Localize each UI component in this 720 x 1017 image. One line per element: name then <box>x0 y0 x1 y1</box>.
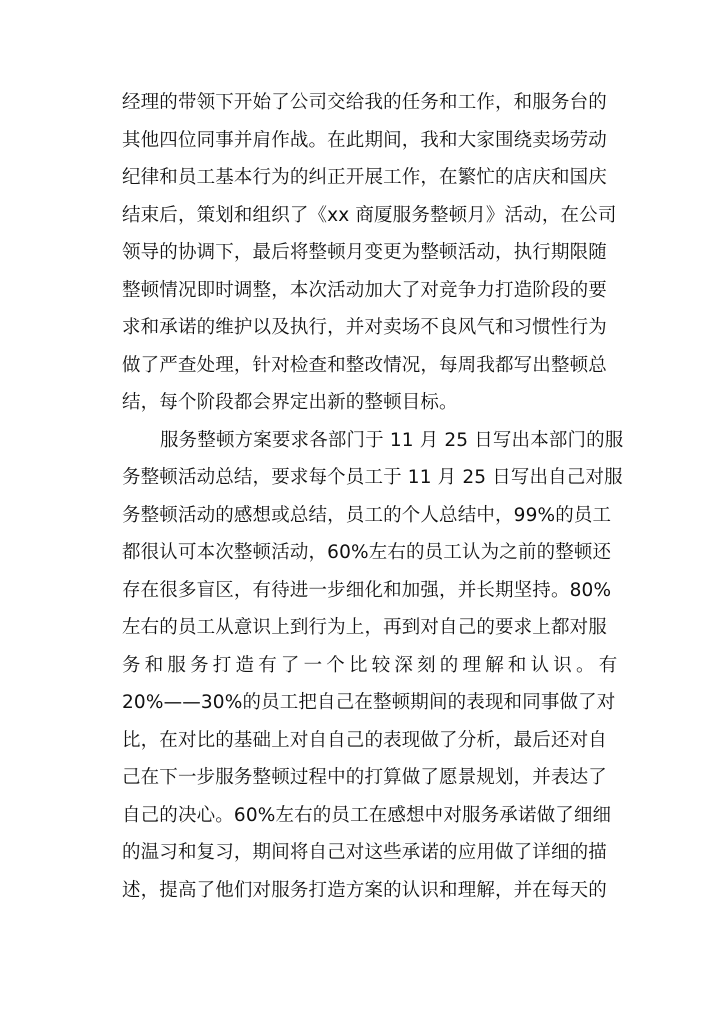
paragraph-line: 纪律和员工基本行为的纠正开展工作，在繁忙的店庆和国庆 <box>122 167 607 188</box>
document-body <box>122 84 624 909</box>
paragraph-line: 比，在对比的基础上对自自己的表现做了分析，最后还对自 <box>122 729 607 751</box>
paragraph-line: 求和承诺的维护以及执行，并对卖场不良风气和习惯性行为 <box>122 317 607 338</box>
paragraph-line: 己在下一步服务整顿过程中的打算做了愿景规划，并表达了 <box>122 767 607 788</box>
paragraph-line: 其他四位同事并肩作战。在此期间，我和大家围绕卖场劳动 <box>122 129 607 151</box>
paragraph-line: 自己的决心。60%左右的员工在感想中对服务承诺做了细细 <box>122 804 612 826</box>
paragraph-line: 整顿情况即时调整，本次活动加大了对竞争力打造阶段的要 <box>122 279 607 301</box>
paragraph-line: 结，每个阶段都会界定出新的整顿目标。 <box>122 392 458 413</box>
paragraph-line: 的温习和复习，期间将自己对这些承诺的应用做了详细的描 <box>122 842 607 863</box>
paragraph-line: 都很认可本次整顿活动，60%左右的员工认为之前的整顿还 <box>122 542 612 563</box>
paragraph-line: 服务整顿方案要求各部门于 11 月 25 日写出本部门的服 <box>160 429 624 451</box>
paragraph-line: 务整顿活动的感想或总结，员工的个人总结中，99%的员工 <box>122 504 612 526</box>
paragraph-line: 结束后，策划和组织了《xx 商厦服务整顿月》活动，在公司 <box>122 204 617 226</box>
paragraph-line: 左右的员工从意识上到行为上，再到对自己的要求上都对服 <box>122 617 607 638</box>
paragraph-line: 做了严查处理，针对检查和整改情况，每周我都写出整顿总 <box>122 354 607 376</box>
paragraph-line: 领导的协调下，最后将整顿月变更为整顿活动，执行期限随 <box>122 242 607 263</box>
paragraph-line: 述，提高了他们对服务打造方案的认识和理解，并在每天的 <box>122 879 607 901</box>
paragraph-line: 经理的带领下开始了公司交给我的任务和工作，和服务台的 <box>122 92 607 113</box>
paragraph-line: 20%——30%的员工把自己在整顿期间的表现和同事做了对 <box>122 692 616 713</box>
paragraph-line: 存在很多盲区，有待进一步细化和加强，并长期坚持。80% <box>122 579 612 601</box>
paragraph-line: 务整顿活动总结，要求每个员工于 11 月 25 日写出自己对服 <box>122 467 623 488</box>
paragraph-line: 务和服务打造有了一个比较深刻的理解和认识。有 <box>122 654 622 676</box>
